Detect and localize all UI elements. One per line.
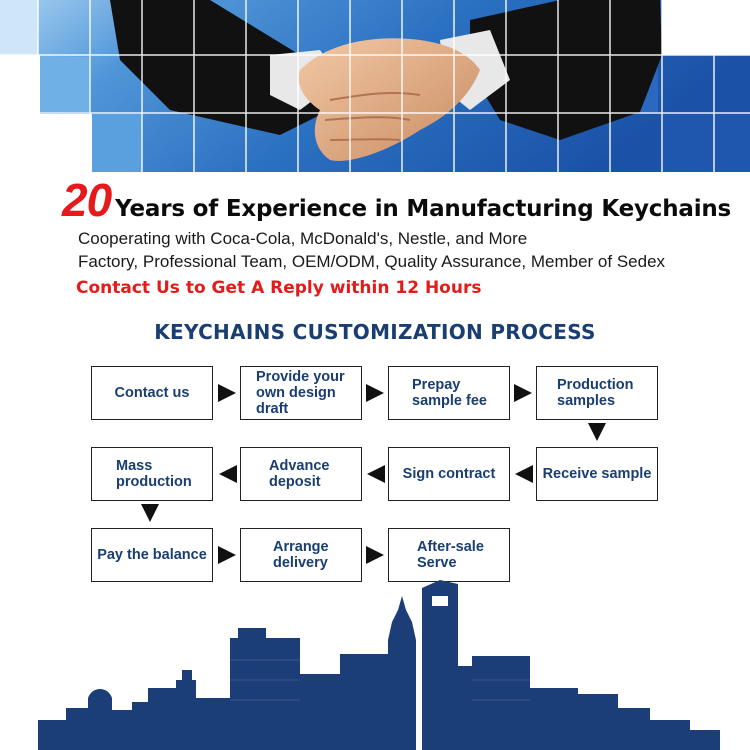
step-label: Production samples [557, 377, 634, 409]
step-label: Sign contract [402, 466, 496, 482]
step-provide-design [240, 366, 362, 420]
step-label: Provide your own design draft [256, 369, 345, 417]
step-mass-production [91, 447, 213, 501]
city-skyline [0, 570, 750, 750]
step-prepay-sample-fee [388, 366, 510, 420]
step-receive-sample [536, 447, 658, 501]
step-label: After-sale Serve [417, 539, 484, 571]
step-label: Pay the balance [97, 547, 207, 563]
contact-reply-line[interactable]: Contact Us to Get A Reply within 12 Hours [76, 278, 482, 298]
step-production-samples [536, 366, 658, 420]
step-label: Advance deposit [269, 458, 330, 490]
headline [62, 174, 742, 226]
step-label: Prepay sample fee [412, 377, 487, 409]
services-line: Factory, Professional Team, OEM/ODM, Quality Assurance, Member of Sedex [78, 252, 666, 271]
step-sign-contract [388, 447, 510, 501]
process-title: KEYCHAINS CUSTOMIZATION PROCESS [154, 320, 596, 344]
step-contact-us [91, 366, 213, 420]
years-number: 20 [62, 174, 112, 226]
headline-text: Years of Experience in Manufacturing Keychains [115, 196, 732, 222]
handshake-image [0, 0, 750, 172]
step-label: Arrange delivery [273, 539, 329, 571]
step-label: Receive sample [542, 466, 652, 482]
skyline-illustration [0, 570, 750, 750]
hero-banner [0, 0, 750, 172]
step-label: Contact us [114, 385, 190, 401]
step-label: Mass production [116, 458, 192, 490]
partners-line: Cooperating with Coca-Cola, McDonald's, Nestle, and More [78, 229, 528, 248]
step-advance-deposit [240, 447, 362, 501]
